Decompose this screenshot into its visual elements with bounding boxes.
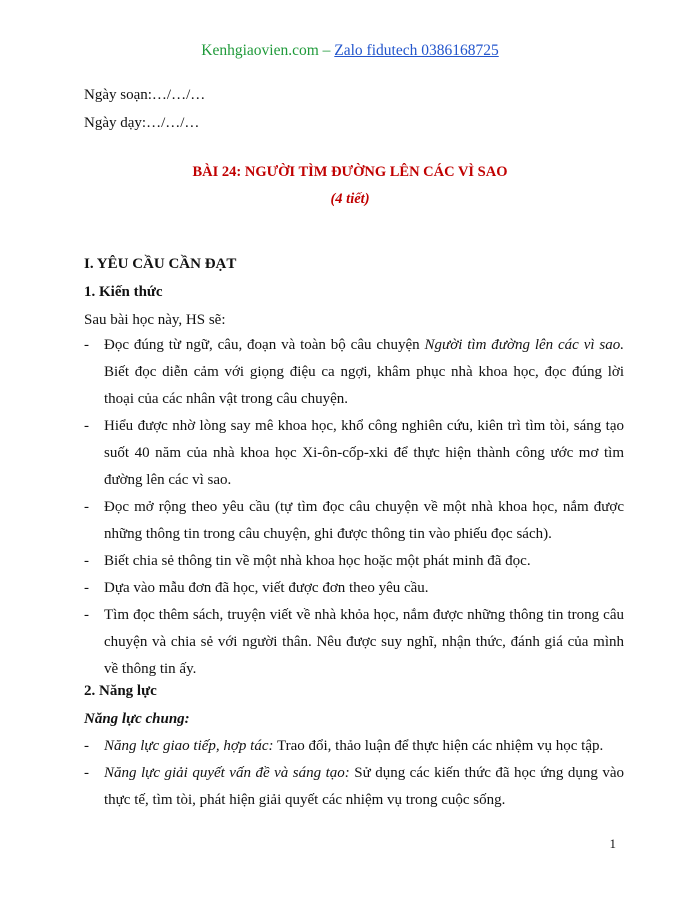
competency-name-italic: Năng lực giải quyết vấn đề và sáng tạo:	[104, 765, 350, 781]
list-item	[84, 602, 624, 683]
subheading-general-competency: Năng lực chung:	[84, 711, 190, 727]
list-item-text: Biết chia sẻ thông tin về một nhà khoa học hoặc một phát minh đã đọc.	[104, 553, 531, 569]
list-item-text-part: Đọc đúng từ ngữ, câu, đoạn và toàn bộ câu chuyện	[104, 337, 425, 353]
subheading-knowledge: 1. Kiến thức	[84, 284, 163, 300]
bullet-dash: -	[84, 418, 89, 434]
list-item-text: Tìm đọc thêm sách, truyện viết về nhà khỏa học, nắm được những thông tin trong câu chuyện và chia sẻ với người thân. Nêu được suy nghĩ, nhận thức, đánh giá của mình về thông tin ấy.	[104, 607, 624, 677]
bullet-dash: -	[84, 765, 89, 781]
date-taught: Ngày dạy:…/…/…	[84, 115, 200, 131]
lesson-title: BÀI 24: NGƯỜI TÌM ĐƯỜNG LÊN CÁC VÌ SAO	[192, 164, 508, 180]
story-title-italic: Người tìm đường lên các vì sao.	[424, 337, 624, 353]
header-contact-link[interactable]: Zalo fidutech 0386168725	[334, 42, 499, 59]
list-item-text	[104, 332, 624, 413]
competency-name-italic: Năng lực giao tiếp, hợp tác:	[104, 738, 274, 754]
page-number: 1	[609, 836, 616, 851]
list-item-text-part: Trao đổi, thảo luận để thực hiện các nhiệm vụ học tập.	[273, 738, 604, 754]
knowledge-intro: Sau bài học này, HS sẽ:	[84, 312, 226, 328]
list-item-text: Dựa vào mẫu đơn đã học, viết được đơn theo yêu cầu.	[104, 580, 429, 596]
bullet-dash: -	[84, 607, 89, 623]
list-item	[84, 494, 624, 548]
list-item	[84, 760, 624, 814]
list-item-text	[104, 760, 624, 814]
list-item	[84, 332, 624, 413]
list-item	[84, 548, 624, 575]
header-separator: –	[322, 42, 331, 59]
list-item-text	[104, 733, 624, 760]
bullet-dash: -	[84, 580, 89, 596]
list-item	[84, 733, 624, 760]
list-item-text: Hiểu được nhờ lòng say mê khoa học, khổ công nghiên cứu, kiên trì tìm tòi, sáng tạo suốt 40 năm của nhà khoa học Xi-ôn-cốp-xki để thực hiện thành công ước mơ tìm đường lên các vì sao.	[104, 418, 624, 488]
header-site-link[interactable]: Kenhgiaovien.com	[201, 42, 319, 59]
bullet-dash: -	[84, 738, 89, 754]
list-item	[84, 575, 624, 602]
bullet-dash: -	[84, 499, 89, 515]
bullet-dash: -	[84, 553, 89, 569]
subheading-competency: 2. Năng lực	[84, 683, 157, 699]
page-header	[0, 42, 700, 60]
list-item-text: Đọc mở rộng theo yêu cầu (tự tìm đọc câu chuyện về một nhà khoa học, nắm được những thông tin trong câu chuyện, ghi được thông tin vào phiếu đọc sách).	[104, 499, 624, 542]
list-item-text-part: Biết đọc diễn cảm với giọng điệu ca ngợi, khâm phục nhà khoa học, đọc đúng lời thoại của các nhân vật trong câu chuyện.	[104, 364, 624, 407]
bullet-dash: -	[84, 337, 89, 353]
date-prepared: Ngày soạn:…/…/…	[84, 87, 206, 103]
list-item-text-part: Sử dụng các kiến thức đã học ứng dụng vào thực tế, tìm tòi, phát hiện giải quyết các nhiệm vụ trong cuộc sống.	[104, 765, 624, 808]
lesson-duration: (4 tiết)	[330, 191, 370, 207]
list-item	[84, 413, 624, 494]
section-heading-requirements: I. YÊU CẦU CẦN ĐẠT	[84, 256, 237, 272]
